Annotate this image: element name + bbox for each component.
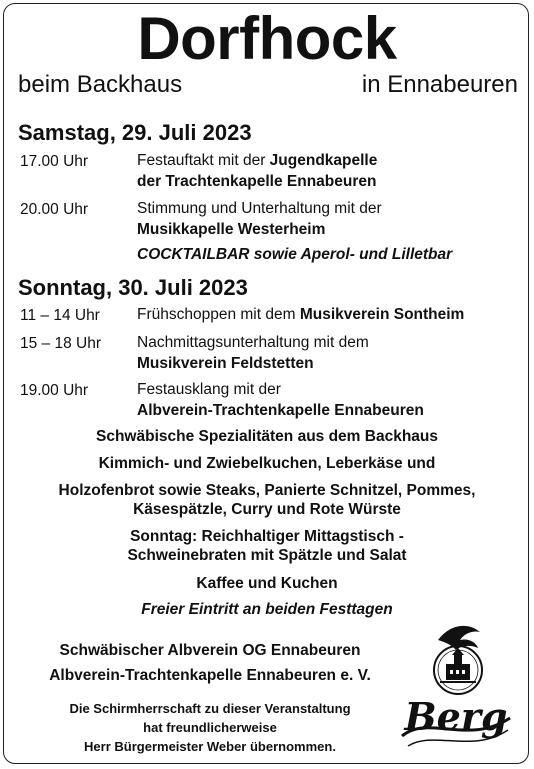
saturday-heading: Samstag, 29. Juli 2023 [18,120,252,145]
specials-line: Käsespätzle, Curry und Rote Würste [133,501,401,518]
specials-line: Schwäbische Spezialitäten aus dem Backhaus [96,428,438,445]
specials-line: Sonntag: Reichhaltiger Mittagstisch - [130,528,404,545]
event-performer: Musikverein Feldstetten [137,355,314,372]
bar-note [137,244,452,265]
logo-text: Berg [404,694,508,739]
event-time: 15 – 18 Uhr [20,335,101,352]
event-performer: Albverein-Trachtenkapelle Ennabeuren [137,402,424,419]
event-performer: Musikverein Sontheim [299,306,465,323]
event-time: 19.00 Uhr [20,382,89,399]
patronage-line: hat freundlicherweise [143,720,277,735]
event-text: Nachmittagsunterhaltung mit dem [137,334,369,351]
event-time: 20.00 Uhr [20,201,89,218]
event-description [137,379,424,421]
bar-note-text: COCKTAILBAR sowie Aperol- und Lilletbar [137,246,453,263]
subtitle-village: in Ennabeuren [361,71,518,98]
event-text: Festauftakt mit der [137,152,270,169]
event-performer: Jugendkapelle [269,152,378,169]
event-performer: Musikkapelle Westerheim [137,221,326,238]
poster-title: Dorfhock [137,5,397,72]
event-text: Frühschoppen mit dem [137,306,300,323]
event-time: 11 – 14 Uhr [20,307,100,324]
event-description [137,332,369,374]
subtitle-location: beim Backhaus [18,71,183,98]
brewery-logo-icon [398,618,516,758]
event-text: Stimmung und Unterhaltung mit der [137,200,382,217]
patronage-line: Die Schirmherrschaft zu dieser Veranstaltung [69,701,351,716]
specials-line: Holzofenbrot sowie Steaks, Panierte Schnitzel, Pommes, [58,482,476,499]
event-time: 17.00 Uhr [20,153,89,170]
event-description [137,150,377,192]
sunday-heading: Sonntag, 30. Juli 2023 [18,275,248,300]
specials-line: Kaffee und Kuchen [196,575,338,592]
event-performer: der Trachtenkapelle Ennabeuren [137,173,377,190]
event-description [137,304,464,325]
specials-line: Kimmich- und Zwiebelkuchen, Leberkäse und [98,455,436,472]
event-text: Festausklang mit der [137,381,281,398]
free-entry-note: Freier Eintritt an beiden Festtagen [141,601,393,618]
organizer-name: Schwäbischer Albverein OG Ennabeuren [59,642,361,659]
patronage-line: Herr Bürgermeister Weber übernommen. [84,739,336,754]
event-description [137,198,382,240]
organizer-name: Albverein-Trachtenkapelle Ennabeuren e. V. [49,667,371,684]
specials-line: Schweinebraten mit Spätzle und Salat [127,547,407,564]
